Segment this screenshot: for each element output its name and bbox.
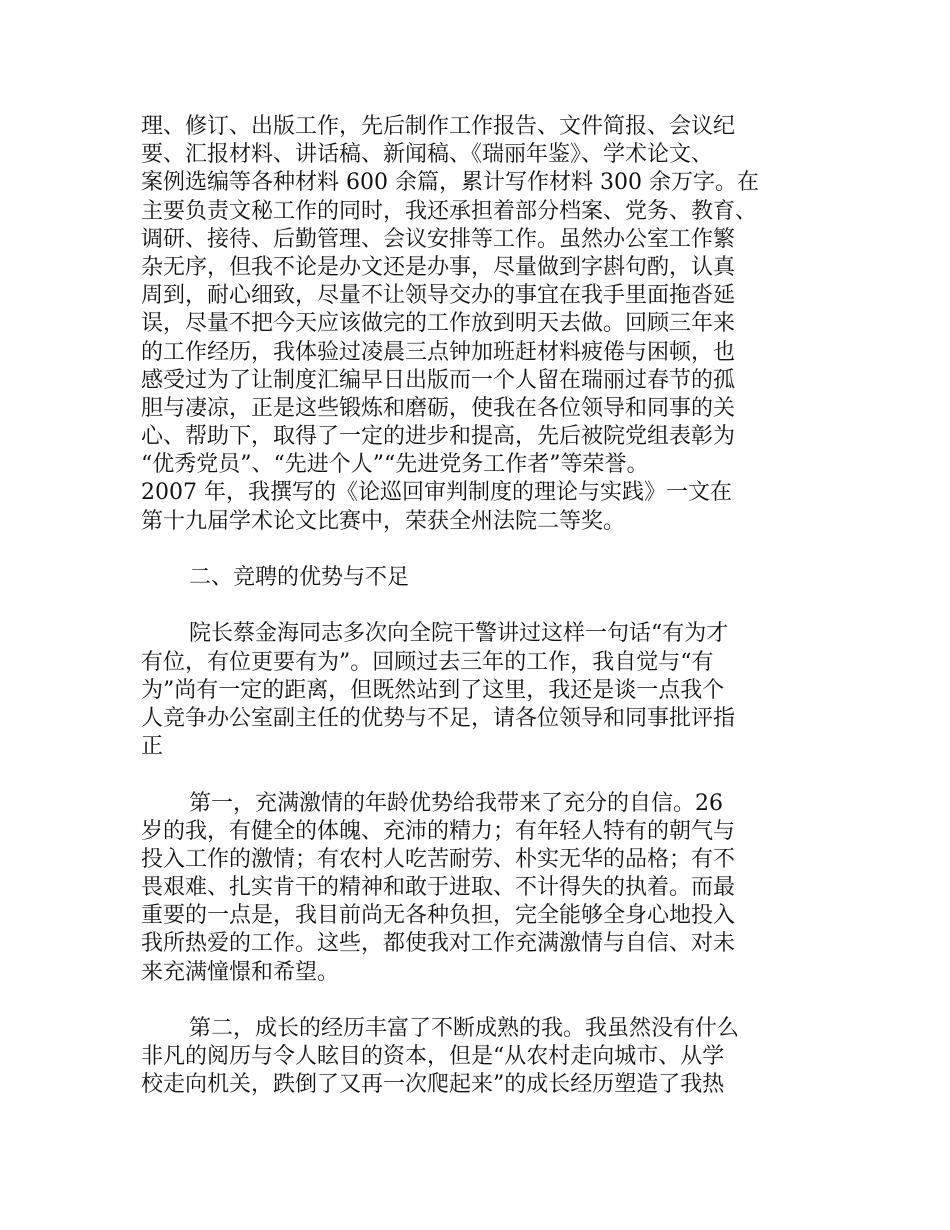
text-line: 有位，有位更要有为”。回顾过去三年的工作，我自觉与“有 (141, 649, 714, 675)
text-line: 为”尚有一定的距离，但既然站到了这里，我还是谈一点我个 (141, 677, 725, 703)
paragraph-spacer (141, 592, 831, 620)
text-line: 调研、接待、后勤管理、会议安排等工作。虽然办公室工作繁 (141, 226, 736, 252)
text-line: 第二，成长的经历丰富了不断成熟的我。我虽然没有什么 (189, 1016, 740, 1041)
text-line: 人竞争办公室副主任的优势与不足，请各位领导和同事批评指 (141, 705, 736, 731)
text-line: 非凡的阅历与令人眩目的资本，但是“从农村走向城市、从学 (141, 1044, 725, 1070)
text-line: 我所热爱的工作。这些，都使我对工作充满激情与自信、对未 (141, 931, 736, 957)
text-line: 第一，充满激情的年龄优势给我带来了充分的自信。26 (189, 790, 723, 816)
text-line: 畏艰难、扎实肯干的精神和敢于进取、不计得失的执着。而最 (141, 875, 736, 901)
text-line: 胆与凄凉，正是这些锻炼和磨砺，使我在各位领导和同事的关 (141, 395, 736, 421)
text-line: 的工作经历，我体验过凌晨三点钟加班赶材料疲倦与困顿，也 (141, 339, 736, 365)
text-line: 杂无序，但我不论是办文还是办事，尽量做到字斟句酌，认真 (141, 254, 736, 280)
text-line: 感受过为了让制度汇编早日出版而一个人留在瑞丽过春节的孤 (141, 367, 736, 393)
text-line: 2007 年，我撰写的《论巡回审判制度的理论与实践》一文在 (141, 480, 732, 506)
paragraph-second-advantage (141, 1015, 831, 1100)
text-line: 主要负责文秘工作的同时，我还承担着部分档案、党务、教育、 (141, 198, 758, 224)
paragraph-spacer (141, 536, 831, 564)
text-line: 案例选编等各种材料 600 余篇，累计写作材料 300 余万字。在 (141, 170, 759, 196)
paragraph-spacer (141, 987, 831, 1015)
text-line: 心、帮助下，取得了一定的进步和提高，先后被院党组表彰为 (141, 424, 736, 450)
text-line: 正 (141, 734, 164, 760)
document-body (141, 113, 831, 1100)
text-line: 投入工作的激情；有农村人吃苦耐劳、朴实无华的品格；有不 (141, 846, 736, 872)
section-heading (141, 564, 831, 592)
text-line: 院长蔡金海同志多次向全院干警讲过这样一句话“有为才 (189, 621, 729, 647)
heading-line: 二、竞聘的优势与不足 (189, 565, 410, 590)
paragraph-intro (141, 620, 831, 761)
text-line: 周到，耐心细致，尽量不让领导交办的事宜在我手里面拖沓延 (141, 283, 736, 309)
text-line: 第十九届学术论文比赛中，荣获全州法院二等奖。 (141, 508, 626, 534)
paragraph-work-experience (141, 113, 831, 536)
paragraph-first-advantage (141, 790, 831, 987)
text-line: “优秀党员”、“先进个人”“先进党务工作者”等荣誉。 (141, 452, 649, 478)
text-line: 来充满憧憬和希望。 (141, 959, 340, 985)
text-line: 重要的一点是，我目前尚无各种负担，完全能够全身心地投入 (141, 903, 736, 929)
paragraph-spacer (141, 761, 831, 789)
text-line: 要、汇报材料、讲话稿、新闻稿、《瑞丽年鉴》、学术论文、 (141, 142, 714, 168)
text-line: 校走向机关，跌倒了又再一次爬起来”的成长经历塑造了我热 (141, 1072, 725, 1098)
text-line: 岁的我，有健全的体魄、充沛的精力；有年轻人特有的朝气与 (141, 818, 736, 844)
text-line: 误，尽量不把今天应该做完的工作放到明天去做。回顾三年来 (141, 311, 736, 337)
text-line: 理、修订、出版工作，先后制作工作报告、文件简报、会议纪 (141, 114, 736, 139)
